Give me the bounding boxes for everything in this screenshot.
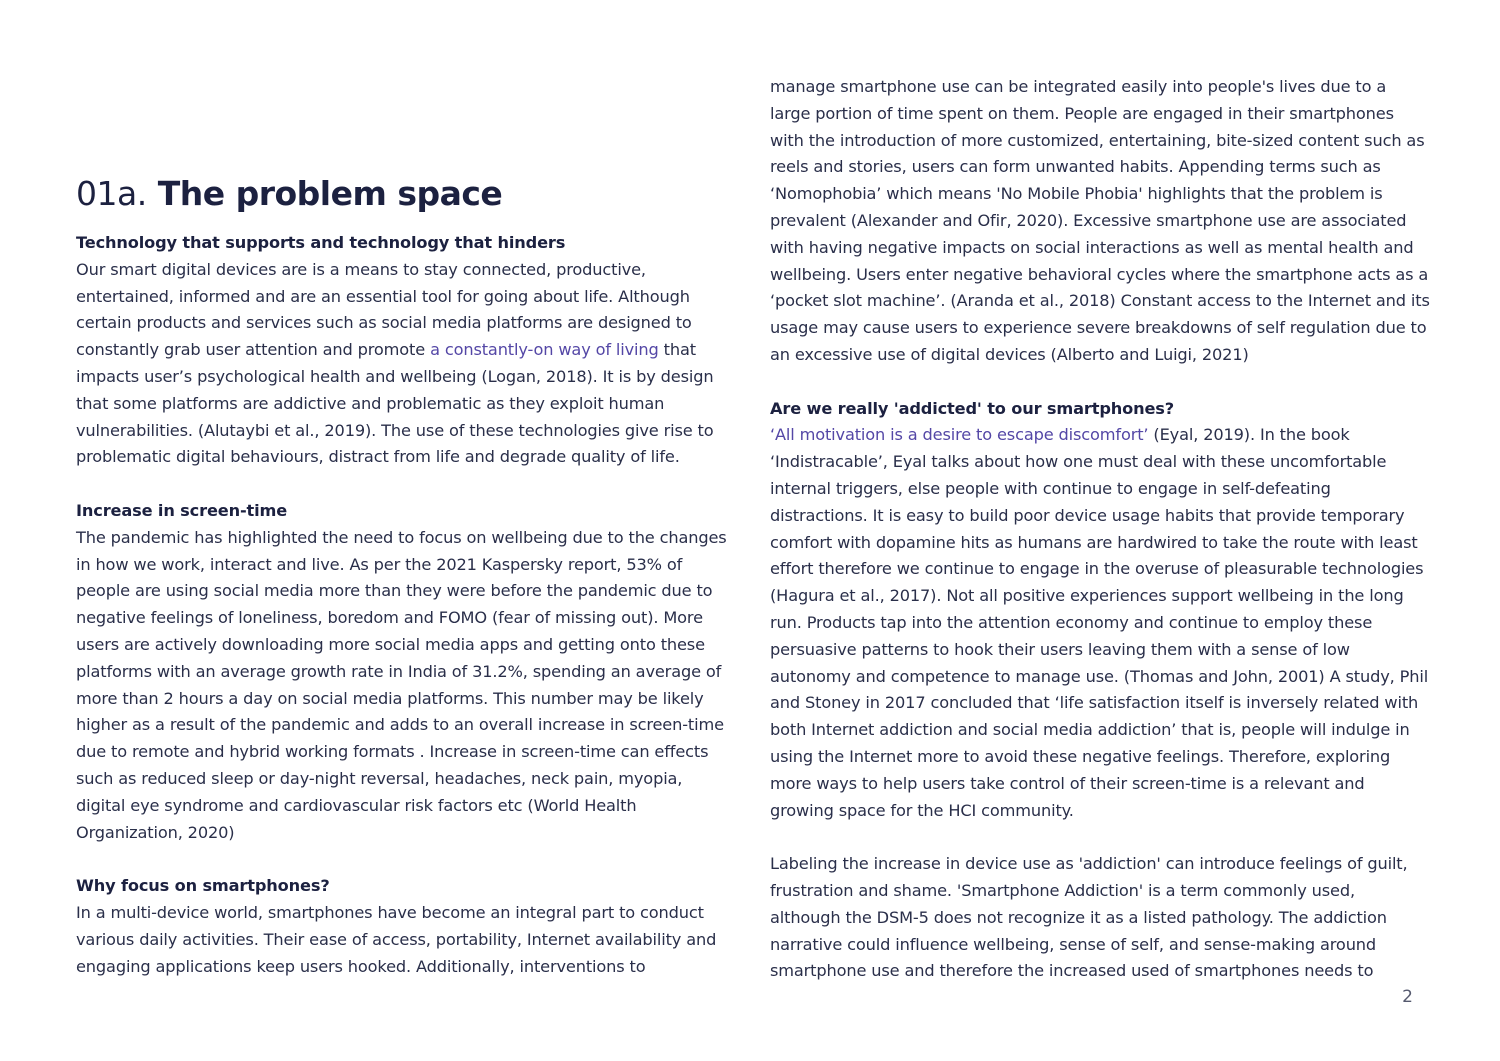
section-number: 01a. [76,174,147,213]
section-technology [76,230,736,471]
paragraph-technology [76,257,736,471]
page-number: 2 [1402,987,1413,1007]
heading-smartphones: Why focus on smartphones? [76,876,330,896]
paragraph-smartphones: In a multi-device world, smartphones have become an integral part to conduct various daily activities. Their ease of access, portability, Internet availability and engaging applications keep users hooked. Additionally, interventions to [76,902,717,976]
link-motivation-quote[interactable]: ‘All motivation is a desire to escape discomfort’ [770,425,1149,445]
section-labeling [770,851,1430,985]
right-text-flow [770,74,1430,985]
paragraph-screen-time: The pandemic has highlighted the need to focus on wellbeing due to the changes in how we work, interact and live. As per the 2021 Kaspersky report, 53% of people are using social media more than they were before the pandemic due to negative feelings of loneliness, boredom and FOMO (fear of missing out). More users are actively downloading more social media apps and getting onto these platforms with an average growth rate in India of 31.2%, spending an average of more than 2 hours a day on social media platforms. This number may be likely higher as a result of the pandemic and adds to an overall increase in screen-time due to remote and hybrid working formats . Increase in screen-time can effects such as reduced sleep or day-night reversal, headaches, neck pain, myopia, digital eye syndrome and cardiovascular risk factors etc (World Health Organization, 2020) [76,527,727,842]
left-text-flow [76,230,736,980]
section-smartphones [76,873,736,980]
heading-technology: Technology that supports and technology that hinders [76,233,566,252]
page-title [76,172,502,216]
section-addicted [770,396,1430,825]
link-constantly-on[interactable]: a constantly-on way of living [430,340,659,360]
heading-screen-time: Increase in screen-time [76,500,288,520]
paragraph-addicted [770,422,1430,824]
section-continued [770,74,1430,369]
section-title: The problem space [157,174,503,213]
paragraph-technology-text-1: Our smart digital devices are is a means to stay connected, productive, entertained, informed and are an essential tool for going about life. Although certain products and services such as social media platforms are designed to constantly grab user attention and promote [76,259,692,360]
paragraph-labeling: Labeling the increase in device use as 'addiction' can introduce feelings of guilt, frustration and shame. 'Smartphone Addiction' is a term commonly used, although the DSM-5 does not recognize it as a listed pathology. The addiction narrative could influence wellbeing, sense of self, and sense-making around smartphone use and therefore the increased used of smartphones needs to [770,854,1408,981]
paragraph-addicted-text: (Eyal, 2019). In the book ‘Indistracable’, Eyal talks about how one must deal with these uncomfortable internal triggers, else people with continue to engage in self-defeating distractions. It is easy to build poor device usage habits that provide temporary comfort with dopamine hits as humans are hardwired to take the route with least effort therefore we continue to engage in the overuse of pleasurable technologies (Hagura et al., 2017). Not all positive experiences support wellbeing in the long run. Products tap into the attention economy and continue to employ these persuasive patterns to hook their users leaving them with a sense of low autonomy and competence to manage use. (Thomas and John, 2001) A study, Phil and Stoney in 2017 concluded that ‘life satisfaction itself is inversely related with both Internet addiction and social media addiction’ that is, people will indulge in using the Internet more to avoid these negative feelings. Therefore, exploring more ways to help users take control of their screen-time is a relevant and growing space for the HCI community. [770,425,1429,820]
paragraph-technology-text-2: that impacts user’s psychological health and wellbeing (Logan, 2018). It is by design that some platforms are addictive and problematic as they exploit human vulnerabilities. (Alutaybi et al., 2019). The use of these technologies give rise to problematic digital behaviours, distract from life and degrade quality of life. [76,340,714,467]
section-screen-time [76,498,736,846]
paragraph-continued: manage smartphone use can be integrated easily into people's lives due to a large portion of time spent on them. People are engaged in their smartphones with the introduction of more customized, entertaining, bite-sized content such as reels and stories, users can form unwanted habits. Appending terms such as ‘Nomophobia’ which means 'No Mobile Phobia' highlights that the problem is prevalent (Alexander and Ofir, 2020). Excessive smartphone use are associated with having negative impacts on social interactions as well as mental health and wellbeing. Users enter negative behavioral cycles where the smartphone acts as a ‘pocket slot machine’. (Aranda et al., 2018) Constant access to the Internet and its usage may cause users to experience severe breakdowns of self regulation due to an excessive use of digital devices (Alberto and Luigi, 2021) [770,77,1430,364]
heading-addicted: Are we really 'addicted' to our smartphones? [770,398,1175,418]
